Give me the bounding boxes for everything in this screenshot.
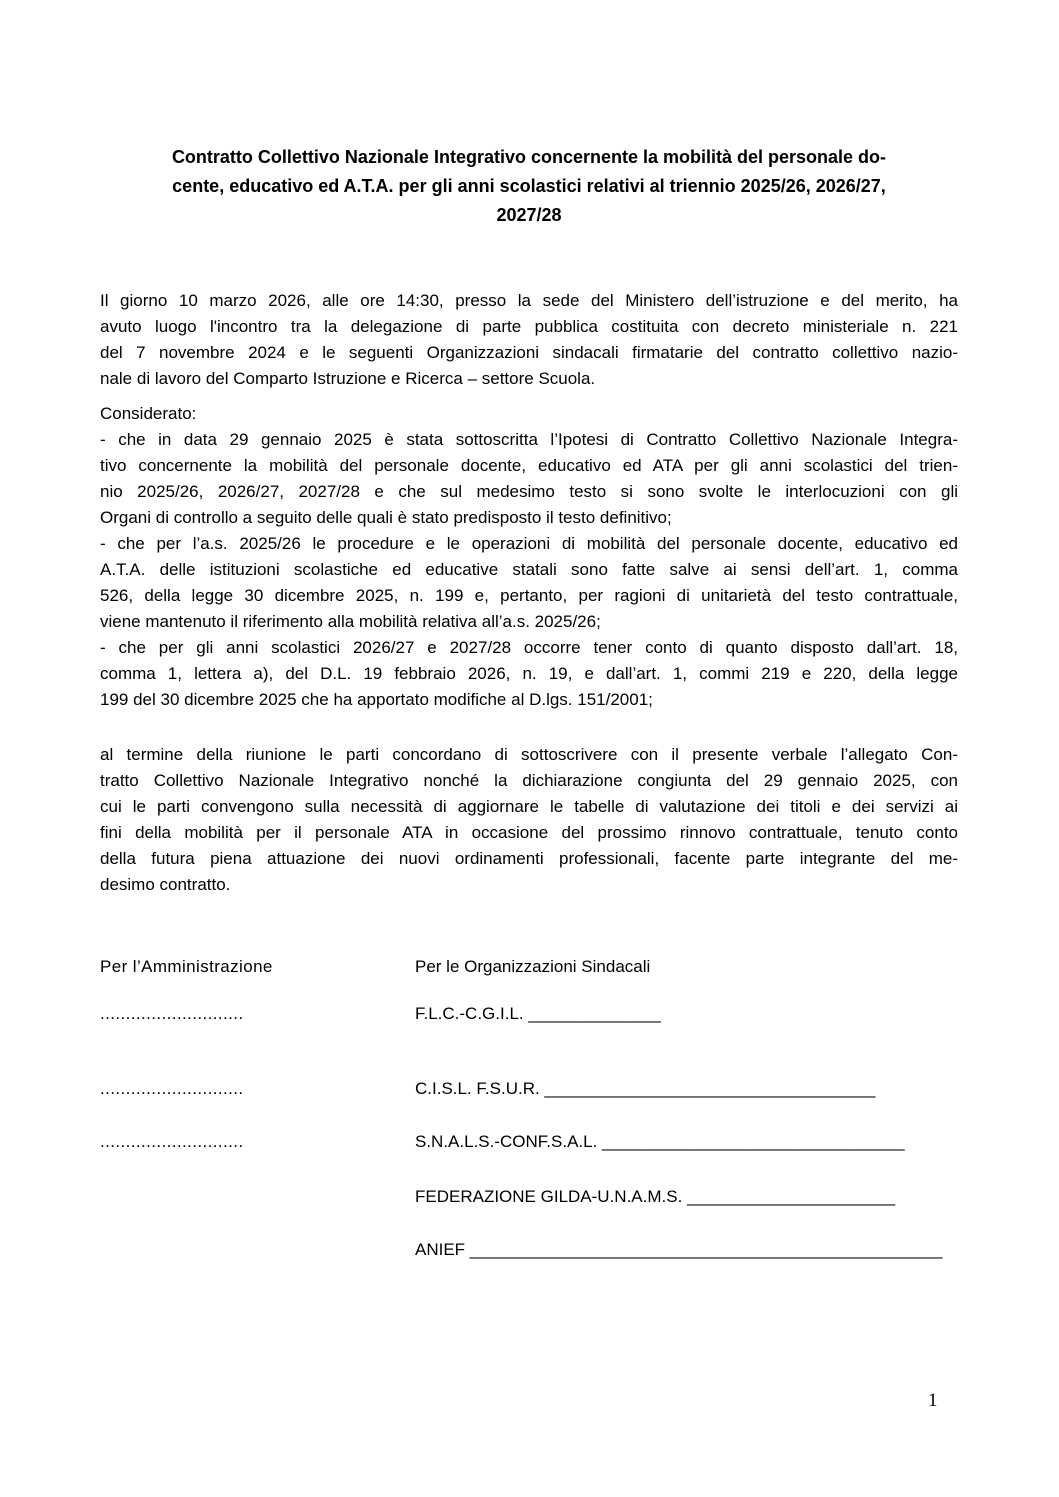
- signature-header-unions: Per le Organizzazioni Sindacali: [415, 957, 651, 976]
- text-line: fini della mobilità per il personale ATA in occasione del prossimo rinnovo contrattuale, tenuto conto: [100, 823, 958, 842]
- text-line: 199 del 30 dicembre 2025 che ha apportato modifiche al D.lgs. 151/2001;: [100, 690, 653, 709]
- signature-dotted-line: ............................: [100, 1079, 244, 1098]
- text-line: Considerato:: [100, 404, 197, 423]
- signature-union-cisl-fsur: C.I.S.L. F.S.U.R. ___________________________________: [415, 1079, 876, 1098]
- text-line: 526, della legge 30 dicembre 2025, n. 199 e, pertanto, per ragioni di unitarietà del testo contrattuale,: [100, 586, 958, 605]
- text-line: viene mantenuto il riferimento alla mobilità relativa all’a.s. 2025/26;: [100, 612, 601, 631]
- text-line: nale di lavoro del Comparto Istruzione e Ricerca – settore Scuola.: [100, 369, 596, 388]
- text-line: Il giorno 10 marzo 2026, alle ore 14:30, presso la sede del Ministero dell’istruzione e del merito, ha: [100, 291, 958, 310]
- text-line: Organi di controllo a seguito delle quali è stato predisposto il testo definitivo;: [100, 508, 672, 527]
- text-line: A.T.A. delle istituzioni scolastiche ed educative statali sono fatte salve ai sensi dell’art. 1, comma: [100, 560, 958, 579]
- text-line: tratto Collettivo Nazionale Integrativo nonché la dichiarazione congiunta del 29 gennaio 2025, con: [100, 771, 958, 790]
- text-line: nio 2025/26, 2026/27, 2027/28 e che sul medesimo testo si sono svolte le interlocuzioni con gli: [100, 482, 958, 501]
- document-title: [100, 143, 958, 230]
- page-number: 1: [928, 1390, 938, 1411]
- signature-header-administration: Per l’Amministrazione: [100, 957, 273, 976]
- text-line: cui le parti convengono sulla necessità di aggiornare le tabelle di valutazione dei titoli e dei servizi ai: [100, 797, 958, 816]
- text-line: - che per l’a.s. 2025/26 le procedure e le operazioni di mobilità del personale docente, educativo ed: [100, 534, 958, 553]
- paragraph-intro: [100, 288, 958, 392]
- text-line: - che per gli anni scolastici 2026/27 e 2027/28 occorre tener conto di quanto disposto dall’art. 18,: [100, 638, 958, 657]
- text-line: comma 1, lettera a), del D.L. 19 febbraio 2026, n. 19, e dall’art. 1, commi 219 e 220, della legge: [100, 664, 958, 683]
- text-line: del 7 novembre 2024 e le seguenti Organizzazioni sindacali firmatarie del contratto collettivo nazio-: [100, 343, 958, 362]
- text-line: tivo concernente la mobilità del personale docente, educativo ed ATA per gli anni scolastici del trien-: [100, 456, 958, 475]
- paragraph-considerato: [100, 401, 958, 713]
- signature-dotted-line: ............................: [100, 1132, 244, 1151]
- text-line: Contratto Collettivo Nazionale Integrativo concernente la mobilità del personale do-: [171, 147, 887, 167]
- signature-union-anief: ANIEF __________________________________________________: [415, 1240, 943, 1259]
- text-line: desimo contratto.: [100, 875, 231, 894]
- signature-union-snals-confsal: S.N.A.L.S.-CONF.S.A.L. ________________________________: [415, 1132, 905, 1151]
- text-line: della futura piena attuazione dei nuovi ordinamenti professionali, facente parte integrante del me-: [100, 849, 958, 868]
- text-line: avuto luogo l'incontro tra la delegazione di parte pubblica costituita con decreto ministeriale n. 221: [100, 317, 958, 336]
- text-line: cente, educativo ed A.T.A. per gli anni scolastici relativi al triennio 2025/26, 2026/27,: [172, 176, 886, 196]
- text-line: al termine della riunione le parti concordano di sottoscrivere con il presente verbale l’allegato Con-: [100, 745, 958, 764]
- text-line: - che in data 29 gennaio 2025 è stata sottoscritta l’Ipotesi di Contratto Collettivo Nazionale Integra-: [100, 430, 958, 449]
- paragraph-closing: [100, 742, 958, 898]
- text-line: 2027/28: [496, 205, 562, 225]
- signature-union-federazione-gilda-unams: FEDERAZIONE GILDA-U.N.A.M.S. ______________________: [415, 1187, 896, 1206]
- signature-dotted-line: ............................: [100, 1004, 244, 1023]
- signature-union-flc-cgil: F.L.C.-C.G.I.L. ______________: [415, 1004, 661, 1023]
